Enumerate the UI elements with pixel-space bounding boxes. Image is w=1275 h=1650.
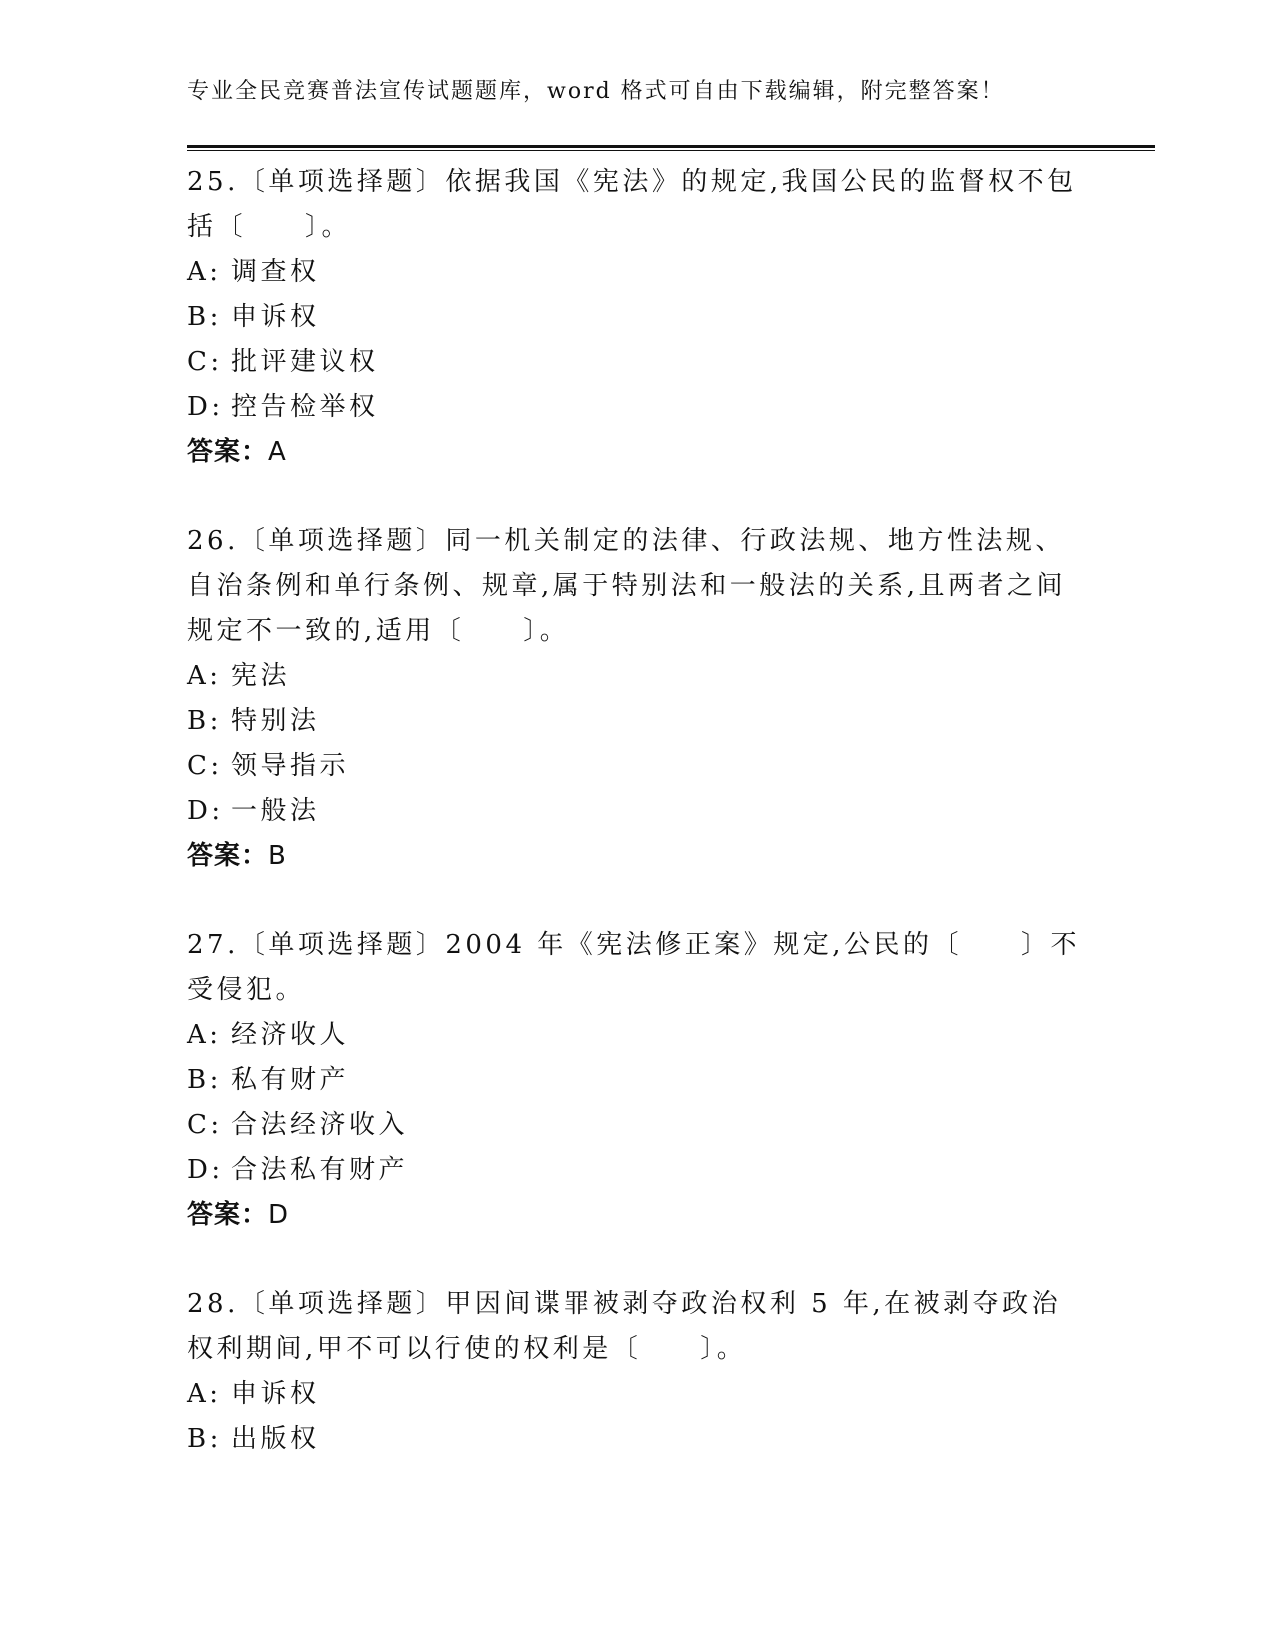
option-key: D: bbox=[187, 392, 224, 422]
question-25 bbox=[187, 160, 1087, 475]
option-key: A: bbox=[187, 1020, 222, 1050]
option-key: A: bbox=[187, 257, 222, 287]
option-key: D: bbox=[187, 796, 224, 826]
answer-line bbox=[187, 430, 1087, 475]
question-stem: 25.〔单项选择题〕依据我国《宪法》的规定,我国公民的监督权不包括〔 〕。 bbox=[187, 167, 1077, 242]
option-a bbox=[187, 250, 1087, 295]
option-key: B: bbox=[187, 706, 222, 736]
option-key: C: bbox=[187, 1110, 223, 1140]
question-stem: 27.〔单项选择题〕2004 年《宪法修正案》规定,公民的〔 〕不受侵犯。 bbox=[187, 930, 1081, 1005]
option-key: B: bbox=[187, 302, 222, 332]
option-text: 合法经济收入 bbox=[231, 1110, 409, 1140]
option-text: 批评建议权 bbox=[231, 347, 379, 377]
option-c bbox=[187, 1103, 1087, 1148]
answer-line bbox=[187, 1193, 1087, 1238]
page-header: 专业全民竞赛普法宣传试题题库，word 格式可自由下载编辑，附完整答案！ bbox=[187, 79, 1005, 104]
option-text: 出版权 bbox=[231, 1424, 320, 1454]
option-c bbox=[187, 744, 1087, 789]
option-key: D: bbox=[187, 1155, 224, 1185]
option-b bbox=[187, 1417, 1087, 1462]
option-b bbox=[187, 1058, 1087, 1103]
option-text: 一般法 bbox=[231, 796, 320, 826]
option-key: A: bbox=[187, 661, 222, 691]
option-text: 宪法 bbox=[231, 661, 291, 691]
answer-label: 答案： bbox=[187, 1200, 269, 1230]
option-a bbox=[187, 654, 1087, 699]
option-a bbox=[187, 1372, 1087, 1417]
option-c bbox=[187, 340, 1087, 385]
answer-label: 答案： bbox=[187, 841, 269, 871]
option-text: 合法私有财产 bbox=[231, 1155, 409, 1185]
answer-label: 答案： bbox=[187, 437, 269, 467]
option-key: C: bbox=[187, 751, 223, 781]
option-text: 私有财产 bbox=[231, 1065, 350, 1095]
question-26 bbox=[187, 519, 1087, 879]
option-key: B: bbox=[187, 1065, 222, 1095]
question-list bbox=[187, 160, 1087, 1506]
question-stem: 26.〔单项选择题〕同一机关制定的法律、行政法规、地方性法规、自治条例和单行条例、规章,属于特别法和一般法的关系,且两者之间规定不一致的,适用〔 〕。 bbox=[187, 526, 1067, 646]
option-text: 控告检举权 bbox=[231, 392, 379, 422]
answer-line bbox=[187, 834, 1087, 879]
option-b bbox=[187, 295, 1087, 340]
option-d bbox=[187, 789, 1087, 834]
option-key: A: bbox=[187, 1379, 222, 1409]
option-text: 调查权 bbox=[231, 257, 320, 287]
answer-value: A bbox=[268, 437, 287, 467]
question-27 bbox=[187, 923, 1087, 1238]
option-text: 特别法 bbox=[231, 706, 320, 736]
option-d bbox=[187, 385, 1087, 430]
option-text: 经济收人 bbox=[231, 1020, 350, 1050]
option-d bbox=[187, 1148, 1087, 1193]
question-28 bbox=[187, 1282, 1087, 1462]
option-key: B: bbox=[187, 1424, 222, 1454]
option-text: 申诉权 bbox=[231, 302, 320, 332]
answer-value: D bbox=[268, 1200, 290, 1230]
option-a bbox=[187, 1013, 1087, 1058]
option-text: 领导指示 bbox=[231, 751, 350, 781]
option-key: C: bbox=[187, 347, 223, 377]
option-b bbox=[187, 699, 1087, 744]
option-text: 申诉权 bbox=[231, 1379, 320, 1409]
answer-value: B bbox=[268, 841, 287, 871]
header-divider bbox=[187, 145, 1155, 151]
question-stem: 28.〔单项选择题〕甲因间谍罪被剥夺政治权利 5 年,在被剥夺政治权利期间,甲不可以行使的权利是〔 〕。 bbox=[187, 1289, 1062, 1364]
